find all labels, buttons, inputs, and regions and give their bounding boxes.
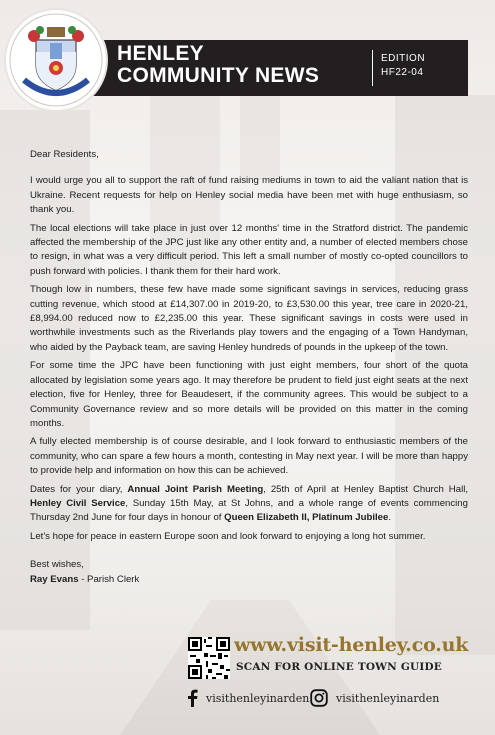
facebook-icon [186, 689, 198, 707]
diary-event-1: Annual Joint Parish Meeting [127, 483, 264, 495]
letter-paragraph-7: Let's hope for peace in eastern Europe soon and look forward to enjoying a long hot summer. [30, 530, 426, 542]
henley-crest-logo [6, 10, 106, 110]
signer-name: Ray Evans [30, 573, 79, 585]
letter-paragraph-5: A fully elected membership is of course desirable, and I look forward to enthusiastic members of the community, who can spare a few hours a month, contesting in May next year. I will be more than happy to provide help and information on how this can be achieved. [30, 436, 468, 477]
masthead-title-line2: COMMUNITY NEWS [117, 64, 320, 87]
diary-intro: Dates for your diary, [30, 483, 128, 495]
website-link[interactable]: www.visit-henley.co.uk [234, 634, 469, 656]
diary-event-2: Henley Civil Service [30, 497, 126, 509]
scan-caption: SCAN FOR ONLINE TOWN GUIDE [236, 661, 442, 673]
diary-event-3: Queen Elizabeth II, Platinum Jubilee [224, 512, 389, 524]
qr-code[interactable] [188, 637, 230, 679]
letter-salutation: Dear Residents, [30, 149, 99, 160]
letter-paragraph-1: I would urge you all to support the raft of fund raising mediums in town to aid the valiant nation that is Ukraine. Recent requests for help on Henley social media have been met with huge enthusiasm, so thank you. [30, 175, 468, 216]
instagram-link[interactable] [310, 688, 439, 708]
edition-code: HF22-04 [381, 67, 424, 78]
facebook-handle: visithenleyinarden [206, 691, 310, 705]
edition-block [381, 52, 425, 80]
letter-body [30, 148, 468, 591]
diary-event-2-details: , Sunday 15th May, at St Johns, and a whole range of events commencing Thursday 2nd June for four days in honour of [30, 497, 468, 524]
letter-paragraph-3: Though low in numbers, these few have made some significant savings in services, reducing grass cutting revenue, which stood at £14,307.00 in 2019-20, to £3,530.00 this year, tree care in 2020-21, £8,994.00 reduced now to £2,235.00 this year. These significant savings in costs were used in worthwhile investments such as the Riverlands play towers and the engaging of a Town Handyman, who aided by the Payback team, are saving Henley hundreds of pounds in the upkeep of the town. [30, 284, 468, 353]
letter-paragraph-6 [30, 483, 468, 526]
instagram-handle: visithenleyinarden [336, 691, 440, 705]
letter-paragraph-4: For some time the JPC have been functioning with just eight members, four short of the quota allocated by legislation some years ago. It may therefore be prudent to field just eight seats at the next election, five for Henley, three for Beaudesert, if the community agrees. This would be subject to a Community Governance review and so more details will be provided on this matter in the coming months. [30, 360, 468, 429]
edition-label: EDITION [381, 53, 426, 64]
instagram-icon [310, 689, 328, 707]
diary-event-1-details: , 25th of April at Henley Baptist Church Hall, [263, 483, 468, 495]
masthead-title [117, 43, 319, 87]
letter-signature [30, 573, 468, 587]
letter-signoff: Best wishes, [30, 559, 84, 571]
letter-paragraph-2: The local elections will take place in just over 12 months' time in the Stratford district. The pandemic affected the membership of the JPC just like any other entity and, a number of elected members chose to resign, in what was a very difficult period. This left a small number of mostly co-opted councillors to push forward with policies. I thank them for their hard work. [30, 222, 468, 277]
facebook-link[interactable] [186, 688, 309, 708]
edition-divider [372, 50, 373, 86]
masthead-title-line1: HENLEY [117, 42, 204, 65]
diary-end: . [388, 512, 391, 524]
signer-role: - Parish Clerk [78, 573, 140, 585]
